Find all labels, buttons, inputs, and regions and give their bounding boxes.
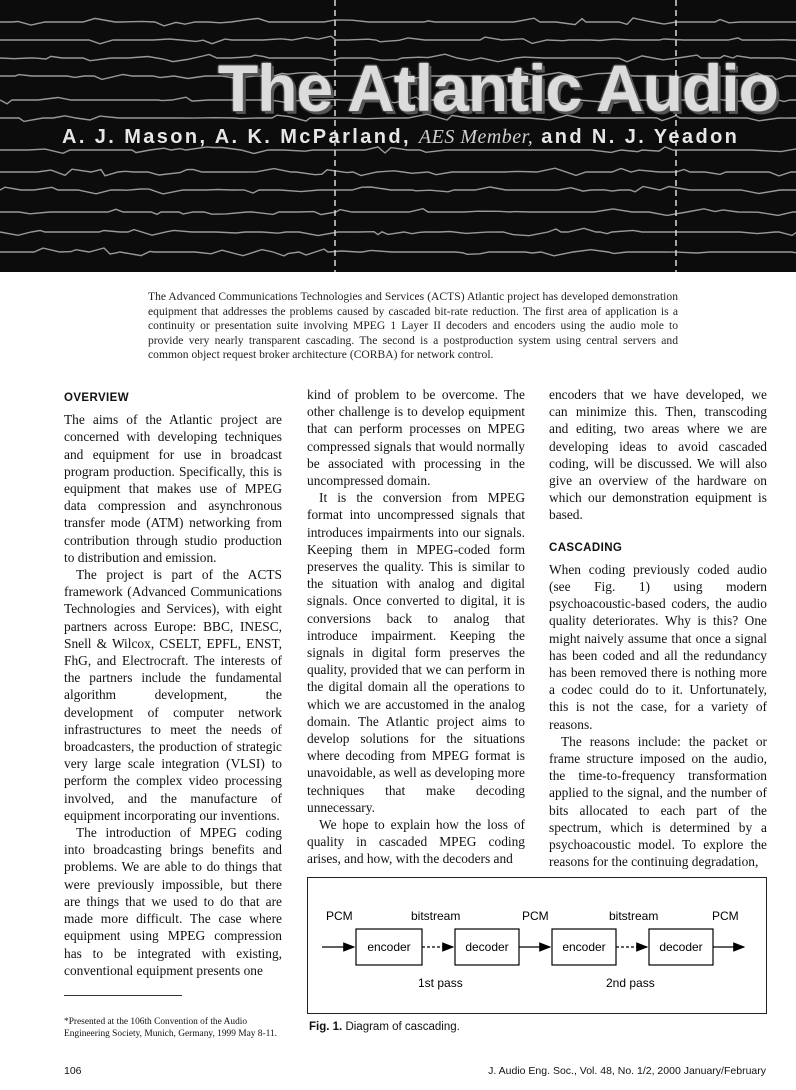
figure-1-box <box>307 877 767 1014</box>
label-bitstream-2: bitstream <box>609 909 659 923</box>
decoder-label-2: decoder <box>659 940 703 954</box>
article-title: The Atlantic Audio <box>217 51 778 125</box>
second-pass-label: 2nd pass <box>606 976 655 990</box>
first-pass-label: 1st pass <box>418 976 463 990</box>
label-pcm-out: PCM <box>712 909 739 923</box>
label-bitstream-1: bitstream <box>411 909 461 923</box>
label-pcm-in: PCM <box>326 909 353 923</box>
header-banner <box>0 0 796 272</box>
paragraph: The introduction of MPEG coding into broadcasting brings benefits and problems. We are able to do things that were previously impossible, but there are things that we used to do that are made more difficult. The case where equipment using MPEG compression has to be integrated with existing, conventional equipment presents one <box>64 825 282 978</box>
journal-citation: J. Audio Eng. Soc., Vol. 48, No. 1/2, 2000 January/February <box>488 1065 766 1077</box>
paragraph: When coding previously coded audio (see Fig. 1) using modern psychoacoustic-based coders, the audio quality deteriorates. Why is this? One might naively assume that once a signal has been coded and all the redundancy has been removed there is nothing more a codec could do to it. Unfortunately, this is not the case, for a variety of reasons. <box>549 561 767 732</box>
overview-heading: OVERVIEW <box>64 392 129 404</box>
paragraph: The aims of the Atlantic project are concerned with developing techniques and equipment for use in broadcast program production. Specifically, this is equipment that makes use of MPEG data compression and asynchronous transfer mode (ATM) networking from contribution through studio production to distribution and emission. <box>64 412 282 565</box>
paragraph: The reasons include: the packet or frame structure imposed on the audio, the time-to-frequency transformation applied to the signal, and the number of bits allocated to each part of the spectrum, which is determined by a psychoacoustic model. To explore the reasons for the continuing degradation, <box>549 733 767 870</box>
paragraph: kind of problem to be overcome. The other challenge is to develop equipment that can perform processes on MPEG compressed signals that would normally be associated with processing in the uncompressed domain. <box>307 387 525 489</box>
page-number: 106 <box>64 1065 82 1077</box>
encoder-label-2: encoder <box>562 940 606 954</box>
cascading-diagram <box>308 878 768 1015</box>
abstract: The Advanced Communications Technologies and Services (ACTS) Atlantic project has developed demonstration equipment that addresses the problems caused by cascaded bit-rate reduction. The first area of application is a continuity or presentation suite involving MPEG 1 Layer II decoders and encoders using the audio mole to provide very nearly transparent cascading. The second is a postproduction system using central servers and common object request broker architecture (CORBA) for network control. <box>148 290 678 361</box>
paragraph: The project is part of the ACTS framework (Advanced Communications Technologies and Services), with eight partners across Europe: BBC, INESC, Snell & Wilcox, CSELT, EPFL, ENST, FhG, and Electrocraft. The interests of the partners include the fundamental algorithm development, the development of computer network infrastructures to meet the needs of broadcasters, the production of strategic very large scale integration (VLSI) to perform the complex video processing involved, and the manufacture of equipment incorporating our inventions. <box>64 567 282 823</box>
caption-label: Fig. 1. <box>309 1021 343 1033</box>
decoder-label-1: decoder <box>465 940 509 954</box>
encoder-label-1: encoder <box>367 940 411 954</box>
figure-caption <box>309 1021 460 1033</box>
column-2 <box>307 386 525 868</box>
paragraph: encoders that we have developed, we can minimize this. Then, transcoding and editing, two areas where we are developing ideas to avoid cascaded coding, will be discussed. We will also give an overview of the hardware on which our demonstration equipment is based. <box>549 387 767 523</box>
cascading-heading: CASCADING <box>549 541 623 554</box>
authors-main: A. J. Mason, A. K. McParland, <box>62 126 411 148</box>
column-3 <box>549 386 767 870</box>
paragraph: It is the conversion from MPEG format into uncompressed signals that introduces impairments into our signals. Keeping them in MPEG-coded form preserves the quality. This is similar to the situation with analog and digital signals. Once converted to digital, it is conversions back to analog that introduce impairment. Keeping the signals in digital form preserves the quality, provided that we can perform in the digital domain all the operations to which we are accustomed in the analog domain. The Atlantic project aims to develop solutions for the situations where decoding from MPEG format is unavoidable, as well as developing more techniques that make decoding unnecessary. <box>307 490 525 815</box>
authors-end: and N. J. Yeadon <box>541 126 740 148</box>
paragraph: We hope to explain how the loss of quality in cascaded MPEG coding arises, and how, with the decoders and <box>307 817 525 867</box>
column-1 <box>64 388 282 979</box>
footnote-rule <box>64 995 182 996</box>
caption-text: Diagram of cascading. <box>345 1021 460 1033</box>
footnote: *Presented at the 106th Convention of the Audio Engineering Society, Munich, Germany, 1999 May 8-11. <box>64 1017 277 1039</box>
label-pcm-mid: PCM <box>522 909 549 923</box>
author-line <box>62 126 739 149</box>
authors-aes-member: AES Member, <box>418 126 534 148</box>
